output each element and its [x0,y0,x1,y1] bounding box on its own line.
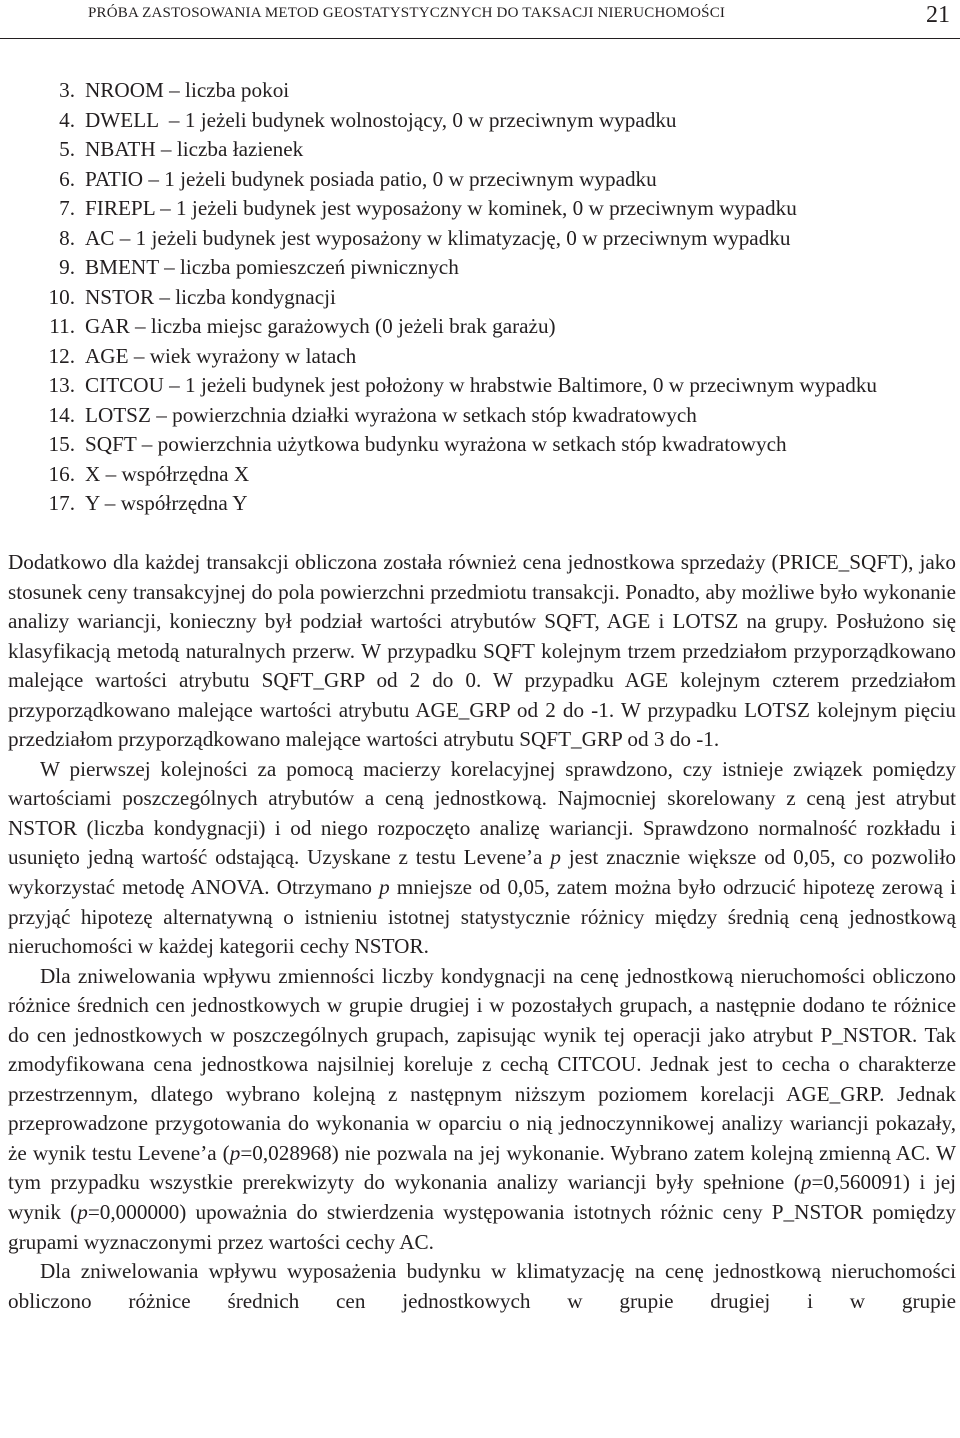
list-item-text: CITCOU – 1 jeżeli budynek jest położony w hrabstwie Baltimore, 0 w przeciwnym wypadku [85,373,878,397]
list-item-text: NBATH – liczba łazienek [85,137,304,161]
list-item-text: GAR – liczba miejsc garażowych (0 jeżeli brak garażu) [85,314,556,338]
list-item [8,194,956,224]
list-item-number: 9. [59,255,75,279]
paragraph: Dla zniwelowania wpływu wyposażenia budynku w klimatyzację na cenę jednostkową nieruchomości obliczono różnice średnich cen jednostkowych w grupie drugiej i w grupie [8,1259,956,1313]
list-item [8,283,956,313]
list-item-text: X – współrzędna X [85,461,250,486]
list-item-text: NROOM – liczba pokoi [85,78,290,102]
list-item [8,135,956,165]
paragraph [8,755,956,962]
paragraph-text: jest znacznie większe od 0,05, co pozwoliło wykorzystać metodę ANOVA. Otrzymano [8,845,956,900]
list-item-text: AGE – wiek wyrażony w latach [85,343,357,368]
list-item-number: 7. [59,196,75,220]
page-number: 21 [926,2,950,28]
list-item [8,106,956,136]
list-item-text: NSTOR – liczba kondygnacji [85,284,336,309]
p-symbol: p [379,875,390,900]
list-item-text: BMENT – liczba pomieszczeń piwnicznych [85,255,459,279]
paragraph-text: W pierwszej kolejności za pomocą macierzy korelacyjnej sprawdzono, czy istnieje związek pomiędzy wartościami poszczególnych atrybutów a ceną jednostkową. Najmocniej skorelowany z ceną jest atrybut NSTOR (liczba kondygnacji) i od niego rozpoczęto analizę wariancji. Sprawdzono normalność rozkładu i usunięto jedną wartość odstającą. Uzyskane z testu Levene’a [8,756,956,870]
paragraph-text: =0,000000) upoważnia do stwierdzenia występowania istotnych różnic ceny P_NSTOR pomiędzy grupami wyznaczonymi przez wartości cechy AC. [8,1200,956,1254]
list-item-number: 14. [48,402,75,427]
p-symbol: p [800,1170,812,1195]
paragraph-text: =0,028968) nie pozwala na jej wykonanie. Wybrano zatem kolejną zmienną AC. W tym przypadku wszystkie prerekwizyty do wykonania analizy wariancji były spełnione ( [8,1140,956,1195]
attribute-list [8,76,956,519]
paragraph: Dodatkowo dla każdej transakcji obliczona została również cena jednostkowa sprzedaży (PRICE_SQFT), jako stosunek ceny transakcyjnej do pola powierzchni przedmiotu transakcji. Ponadto, aby możliwe było wykonanie analizy wariancji, konieczny był podział wartości atrybutów SQFT, AGE i LOTSZ na grupy. Posłużono się klasyfikacją metodą naturalnych przerw. W przypadku SQFT kolejnym trzem przedziałom przyporządkowano malejące wartości atrybutu SQFT_GRP od 2 do 0. W przypadku AGE kolejnym czterem przedziałom przyporządkowano malejące wartości atrybutu AGE_GRP od 2 do -1. W przypadku LOTSZ kolejnym pięciu przedziałom przyporządkowano malejące wartości atrybutu SQFT_GRP od 3 do -1. [8,550,956,752]
list-item-number: 17. [48,491,75,515]
list-item-text: Y – współrzędna Y [85,491,248,515]
list-item-text: DWELL – 1 jeżeli budynek wolnostojący, 0 w przeciwnym wypadku [85,107,677,132]
p-symbol: p [229,1140,241,1165]
running-header [0,0,960,39]
list-item [8,489,956,519]
list-item-number: 8. [59,225,75,250]
list-item-number: 15. [48,432,75,456]
paragraph [8,962,956,1257]
list-item-text: AC – 1 jeżeli budynek jest wyposażony w klimatyzację, 0 w przeciwnym wypadku [85,225,791,250]
list-item-number: 12. [48,343,75,368]
list-item-number: 11. [49,314,75,338]
list-item [8,76,956,106]
list-item [8,430,956,460]
list-item-number: 3. [59,78,75,102]
list-item-number: 13. [48,373,75,397]
list-item-number: 6. [59,166,75,191]
list-item [8,342,956,372]
running-title: PRÓBA ZASTOSOWANIA METOD GEOSTATYSTYCZNYCH DO TAKSACJI NIERUCHOMOŚCI [88,5,726,21]
list-item-number: 4. [59,107,75,132]
paragraph-text: mniejsze od 0,05, zatem można było odrzucić hipotezę zerową i przyjąć hipotezę alternatywną o istnieniu istotnej statystycznie różnicy między średnią ceną jednostkową nieruchomości w każdej kategorii cechy NSTOR. [8,875,957,959]
list-item [8,460,956,490]
p-symbol: p [77,1200,88,1225]
list-item [8,312,956,342]
list-item-number: 5. [59,137,75,161]
list-item-text: FIREPL – 1 jeżeli budynek jest wyposażony w kominek, 0 w przeciwnym wypadku [85,196,797,220]
list-item [8,371,956,401]
list-item [8,401,956,431]
paragraph-text: Dla zniwelowania wpływu zmienności liczby kondygnacji na cenę jednostkową nieruchomości obliczono różnice średnich cen jednostkowych w grupie drugiej i w pozostałych grupach, a następnie dodano te różnice do cen jednostkowych w poszczególnych grupach, zapisując wynik tej operacji jako atrybut P_NSTOR. Tak zmodyfikowana cena jednostkowa najsilniej koreluje z cechą CITCOU. Jednak jest to cecha o charakterze przestrzennym, dlatego wybrano kolejną z następnym niższym poziomem korelacji AGE_GRP. Jednak przeprowadzone przygotowania do wykonania w oparciu o nią jednoczynnikowej analizy wariancji pokazały, że wynik testu Levene’a ( [8,963,956,1165]
p-symbol: p [550,845,561,870]
list-item [8,224,956,254]
body-text [8,548,956,1316]
list-item-number: 16. [48,461,75,486]
list-item [8,253,956,283]
paragraph-text: =0,560091) i jej wynik ( [8,1170,956,1225]
list-item [8,165,956,195]
list-item-text: LOTSZ – powierzchnia działki wyrażona w setkach stóp kwadratowych [85,402,697,427]
list-item-number: 10. [48,284,75,309]
list-item-text: PATIO – 1 jeżeli budynek posiada patio, 0 w przeciwnym wypadku [85,166,657,191]
list-item-text: SQFT – powierzchnia użytkowa budynku wyrażona w setkach stóp kwadratowych [85,432,787,456]
